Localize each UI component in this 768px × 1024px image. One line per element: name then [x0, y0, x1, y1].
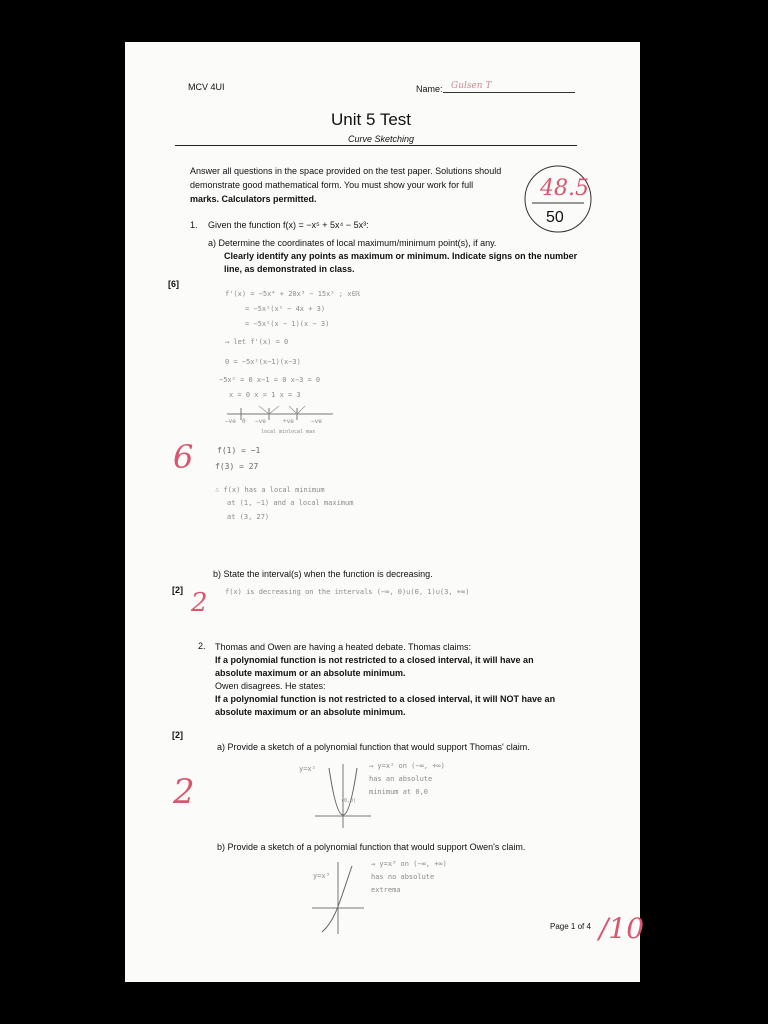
q1b-marks: [2]: [172, 585, 183, 595]
q1a-line: line, as demonstrated in class.: [224, 264, 355, 274]
sign-label: −ve: [225, 418, 236, 425]
q2a-note: has an absolute: [369, 775, 433, 783]
q1a-prompt: [208, 237, 577, 276]
instruction-line: Answer all questions in the space provided on the test paper. Solutions should: [190, 166, 502, 176]
q2-line: absolute maximum or an absolute minimum.: [215, 668, 406, 678]
q1b-score: 2: [191, 588, 208, 618]
q1a-line: a) Determine the coordinates of local maximum/minimum point(s), if any.: [208, 238, 497, 248]
work-line: at (3, 27): [227, 513, 270, 521]
q2-prompt: [215, 641, 555, 719]
test-paper: [125, 42, 645, 982]
work-line: at (1, −1) and a local maximum: [227, 499, 354, 507]
q2-line: If a polynomial function is not restricted to a closed interval, it will have an: [215, 655, 534, 665]
q1-number: 1.: [190, 220, 198, 230]
work-line: = −5x²(x² − 4x + 3): [245, 305, 326, 313]
sign-label: +ve: [283, 418, 294, 425]
sign-note: local max: [288, 429, 316, 435]
q2-line: Owen disagrees. He states:: [215, 681, 326, 691]
score-total: 50: [546, 209, 564, 226]
q1a-marks: [6]: [168, 279, 179, 289]
sign-note: local min: [261, 429, 289, 435]
q1a-score: 6: [173, 438, 194, 476]
work-line: −5x² = 0 x−1 = 0 x−3 = 0: [219, 376, 321, 384]
work-line: f(3) = 27: [215, 462, 259, 471]
instruction-line: marks. Calculators permitted.: [190, 194, 317, 204]
q2b-graph-label: y=x³: [313, 872, 330, 880]
q2a-score: 2: [173, 772, 195, 812]
page-score: /10: [599, 912, 645, 945]
page-subtitle: Curve Sketching: [348, 134, 415, 144]
q1b-prompt: b) State the interval(s) when the function is decreasing.: [213, 569, 433, 579]
page-number: Page 1 of 4: [550, 922, 591, 931]
work-line: x = 0 x = 1 x = 3: [229, 391, 301, 399]
q1b-work: f(x) is decreasing on the intervals (−∞, 0)∪(0, 1)∪(3, +∞): [225, 588, 470, 596]
work-line: f(1) = −1: [217, 446, 261, 455]
q2a-prompt: a) Provide a sketch of a polynomial function that would support Thomas' claim.: [217, 742, 530, 752]
q2b-note: extrema: [371, 886, 401, 894]
q2-marks: [2]: [172, 730, 183, 740]
q2b-note: has no absolute: [371, 873, 435, 881]
name-underline: [443, 92, 575, 93]
work-line: ∴ f(x) has a local minimum: [215, 486, 325, 494]
q1a-line: Clearly identify any points as maximum or minimum. Indicate signs on the number: [224, 251, 578, 261]
q2a-sketch-graph: [313, 762, 373, 830]
sign-label: −ve: [311, 418, 322, 425]
q2-line: Thomas and Owen are having a heated debate. Thomas claims:: [215, 642, 471, 652]
instructions: [190, 164, 501, 206]
q2-line: If a polynomial function is not restricted to a closed interval, it will NOT have an: [215, 694, 556, 704]
q2a-note: → y=x² on (−∞, +∞): [369, 762, 445, 770]
q2a-origin-label: (0,0): [341, 798, 357, 804]
q2b-prompt: b) Provide a sketch of a polynomial function that would support Owen's claim.: [217, 842, 526, 852]
work-line: f'(x) = −5x⁴ + 20x³ − 15x² ; x∈ℝ: [225, 290, 360, 298]
q2-number: 2.: [198, 641, 206, 651]
work-line: 0 = −5x²(x−1)(x−3): [225, 358, 301, 366]
work-line: = −5x²(x − 1)(x − 3): [245, 320, 330, 328]
q2a-graph-label: y=x²: [299, 765, 316, 773]
instruction-line: demonstrate good mathematical form. You must show your work for full: [190, 180, 474, 190]
q2b-note: → y=x³ on (−∞, +∞): [371, 860, 447, 868]
q2a-note: minimum at 0,0: [369, 788, 429, 796]
student-name: Gulsen T: [451, 81, 492, 91]
sign-label: −ve: [255, 418, 266, 425]
course-code: MCV 4UI: [188, 82, 225, 92]
q2-line: absolute maximum or an absolute minimum.: [215, 707, 406, 717]
title-rule: [175, 145, 577, 146]
q1-stem: Given the function f(x) = −x⁵ + 5x⁴ − 5x³:: [208, 220, 369, 230]
name-label: Name:: [416, 84, 443, 94]
page-title: Unit 5 Test: [331, 110, 412, 129]
score-earned: 48.5: [540, 176, 589, 201]
work-line: → let f'(x) = 0: [225, 338, 289, 346]
sign-label: 0: [242, 418, 246, 425]
